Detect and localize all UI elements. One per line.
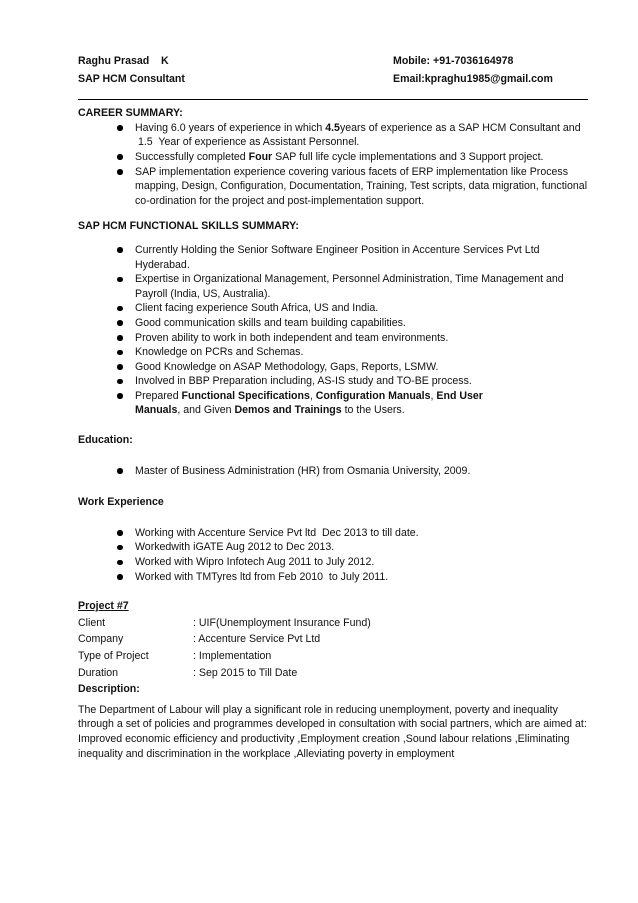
bullet-icon — [117, 393, 123, 399]
item-text: Involved in BBP Preparation including, AS-IS study and TO-BE process. — [135, 375, 472, 388]
work-experience-heading: Work Experience — [78, 496, 164, 509]
description-heading: Description: — [78, 683, 140, 696]
item-text: Master of Business Administration (HR) from Osmania University, 2009. — [135, 464, 471, 477]
field-value: : Implementation — [193, 650, 272, 662]
list-item — [78, 345, 588, 360]
work-experience-list — [78, 526, 588, 584]
list-item — [78, 526, 588, 541]
field-label: Duration — [78, 666, 119, 679]
skills-section — [78, 219, 588, 418]
list-item — [78, 555, 588, 570]
field-value: : Accenture Service Pvt Ltd — [193, 633, 321, 646]
item-bold: 4.5 — [325, 121, 340, 134]
project-field-company — [78, 632, 588, 647]
list-item — [78, 165, 588, 209]
item-bold: Four — [248, 150, 273, 163]
list-item — [78, 374, 588, 389]
item-text: to the Users. — [341, 404, 405, 417]
education-list — [78, 464, 588, 479]
item-text: Expertise in Organizational Management, Personnel Administration, Time Management and Payroll (India, US, Australia). — [135, 273, 564, 300]
item-text: years of experience as a SAP HCM Consultant and — [339, 121, 581, 134]
project-section — [78, 599, 588, 761]
item-text: 1.5 Year of experience as Assistant Personnel. — [135, 136, 360, 149]
bullet-icon — [117, 350, 123, 356]
list-item — [78, 389, 588, 418]
item-bold: End User Manuals — [135, 389, 483, 417]
item-text: , — [430, 389, 437, 402]
bullet-icon — [117, 125, 123, 131]
project-field-type — [78, 649, 588, 664]
item-text: Having 6.0 years of experience in which — [135, 121, 326, 134]
email-address: Email:kpraghu1985@gmail.com — [393, 72, 553, 85]
bullet-icon — [117, 169, 123, 175]
list-item — [78, 316, 588, 331]
item-text: Workedwith iGATE Aug 2012 to Dec 2013. — [135, 541, 335, 554]
bullet-icon — [117, 379, 123, 385]
item-bold: Functional Specifications — [181, 389, 310, 402]
item-text: Worked with TMTyres ltd from Feb 2010 to July 2011. — [135, 570, 389, 583]
item-text: Knowledge on PCRs and Schemas. — [135, 346, 304, 359]
mobile-number: Mobile: +91-7036164978 — [393, 55, 514, 67]
project-field-duration — [78, 666, 588, 681]
field-value: : UIF(Unemployment Insurance Fund) — [193, 616, 371, 629]
bullet-icon — [117, 320, 123, 326]
item-text: Prepared — [135, 389, 182, 402]
item-text: Worked with Wipro Infotech Aug 2011 to July 2012. — [135, 556, 375, 569]
career-summary-heading: CAREER SUMMARY: — [78, 107, 183, 120]
skills-heading: SAP HCM FUNCTIONAL SKILLS SUMMARY: — [78, 220, 299, 233]
career-summary-list — [78, 121, 588, 209]
project-field-client — [78, 616, 588, 631]
education-section — [78, 433, 588, 478]
bullet-icon — [117, 364, 123, 370]
resume-header — [78, 54, 588, 86]
field-label: Company — [78, 633, 124, 646]
skills-list — [78, 243, 588, 418]
career-summary-section — [78, 106, 588, 208]
item-text: SAP full life cycle implementations and 3 Support project. — [272, 150, 544, 163]
item-bold: Demos and Trainings — [234, 404, 342, 417]
bullet-icon — [117, 560, 123, 566]
item-text: Proven ability to work in both independent and team environments. — [135, 331, 449, 344]
item-text: Good communication skills and team building capabilities. — [135, 316, 406, 329]
candidate-name: Raghu Prasad K — [78, 55, 169, 67]
list-item — [78, 243, 588, 272]
item-text: Good Knowledge on ASAP Methodology, Gaps, Reports, LSMW. — [135, 360, 439, 373]
list-item — [78, 121, 588, 150]
bullet-icon — [117, 530, 123, 536]
item-text: Successfully completed — [135, 150, 249, 163]
item-text: SAP implementation experience covering various facets of ERP implementation like Process mapping, Design, Configuration, Documentation, Training, Test scripts, data migration, functional co-ordination for the project and post-implementation support. — [135, 165, 588, 207]
resume-page — [78, 54, 588, 761]
bullet-icon — [117, 545, 123, 551]
item-text: Client facing experience South Africa, US and India. — [135, 302, 379, 315]
list-item — [78, 360, 588, 375]
project-heading: Project #7 — [78, 600, 129, 613]
list-item — [78, 331, 588, 346]
field-label: Type of Project — [78, 650, 149, 662]
bullet-icon — [117, 574, 123, 580]
list-item — [78, 540, 588, 555]
item-text: Working with Accenture Service Pvt ltd Dec 2013 to till date. — [135, 526, 419, 539]
item-text: Currently Holding the Senior Software Engineer Position in Accenture Services Pvt Ltd Hyderabad. — [135, 243, 540, 271]
bullet-icon — [117, 247, 123, 253]
list-item — [78, 301, 588, 316]
item-text: , — [309, 389, 316, 402]
item-text: , and Given — [177, 404, 235, 417]
work-experience-section — [78, 495, 588, 584]
list-item — [78, 464, 588, 479]
list-item — [78, 570, 588, 585]
bullet-icon — [117, 306, 123, 312]
field-label: Client — [78, 616, 106, 629]
project-description: The Department of Labour will play a significant role in reducing unemployment, poverty and inequality through a set of policies and programmes developed in consultation with social partners, which are aimed at: Improved economic efficiency and productivity ,Employment creation ,Sound labour relations ,Eliminating inequality and discrimination in the workplace ,Alleviating poverty in employment — [78, 703, 587, 760]
header-divider — [78, 99, 588, 100]
education-heading: Education: — [78, 434, 133, 447]
candidate-title: SAP HCM Consultant — [78, 72, 185, 85]
bullet-icon — [117, 154, 123, 160]
list-item — [78, 150, 588, 165]
field-value: : Sep 2015 to Till Date — [193, 666, 298, 679]
bullet-icon — [117, 277, 123, 283]
bullet-icon — [117, 468, 123, 474]
bullet-icon — [117, 335, 123, 341]
list-item — [78, 272, 588, 301]
item-bold: Configuration Manuals — [315, 389, 431, 402]
